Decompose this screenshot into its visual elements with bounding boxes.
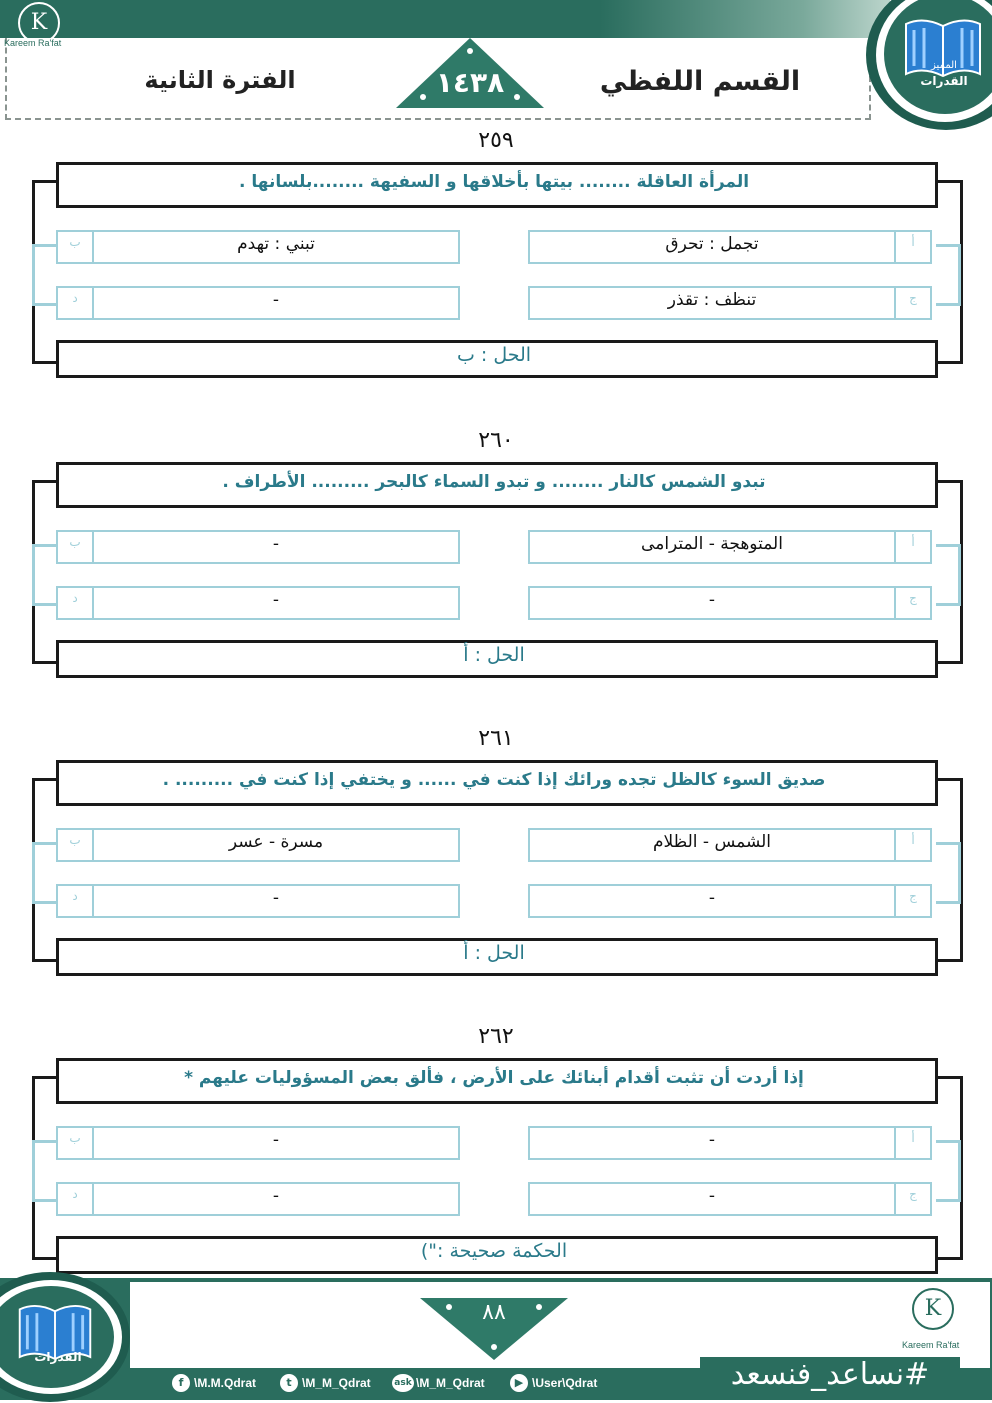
year-dot-left bbox=[420, 94, 426, 100]
solution-text: الحكمة صحيحة :") bbox=[420, 1240, 568, 1262]
option-c-text[interactable]: تنظف : تقذر bbox=[667, 290, 757, 310]
option-a-label: أ bbox=[894, 828, 932, 862]
youtube-handle[interactable]: \User\Qdrat bbox=[532, 1376, 598, 1390]
option-b-text[interactable]: تبني : تهدم bbox=[237, 234, 315, 254]
year-dot-right bbox=[514, 94, 520, 100]
facebook-icon[interactable]: f bbox=[172, 1374, 190, 1392]
option-d-label: د bbox=[56, 286, 94, 320]
options-left-bracket bbox=[32, 842, 57, 904]
option-d-label: د bbox=[56, 586, 94, 620]
ask-icon[interactable]: ask bbox=[392, 1374, 414, 1392]
option-b-label: ب bbox=[56, 230, 94, 264]
option-b-text[interactable]: - bbox=[272, 534, 280, 554]
options-left-bracket bbox=[32, 244, 57, 306]
option-d-text[interactable]: - bbox=[272, 290, 280, 310]
option-a-label: أ bbox=[894, 1126, 932, 1160]
option-c-label: ج bbox=[894, 586, 932, 620]
section-title: القسم اللفظي bbox=[599, 66, 801, 97]
option-c-label: ج bbox=[894, 286, 932, 320]
options-right-bracket bbox=[936, 1140, 961, 1202]
option-d-text[interactable]: - bbox=[272, 1186, 280, 1206]
footer-logo-text: القدرات bbox=[34, 1350, 82, 1364]
year-badge-text: ١٤٣٨ bbox=[435, 66, 505, 99]
footer-brand-logo-icon: K bbox=[912, 1288, 954, 1330]
question-number: ٢٦١ bbox=[478, 726, 514, 751]
question-text: إذا أردت أن تثبت أقدام أبنائك على الأرض ، فألق بعض المسؤوليات عليهم * bbox=[184, 1068, 804, 1088]
question-number: ٢٥٩ bbox=[478, 128, 514, 153]
question-number: ٢٦٠ bbox=[478, 428, 514, 453]
period-title: الفترة الثانية bbox=[144, 66, 296, 94]
twitter-handle[interactable]: \M_M_Qdrat bbox=[302, 1376, 371, 1390]
page-dot-right bbox=[536, 1304, 542, 1310]
option-b-text[interactable]: مسرة - عسر bbox=[228, 832, 324, 852]
solution-text: الحل : أ bbox=[463, 942, 525, 964]
hashtag: #نساعد_فنسعد bbox=[700, 1357, 960, 1392]
option-d-label: د bbox=[56, 884, 94, 918]
page-dot-bottom bbox=[491, 1344, 497, 1350]
options-left-bracket bbox=[32, 1140, 57, 1202]
option-a-text[interactable]: - bbox=[708, 1130, 716, 1150]
year-dot-top bbox=[467, 48, 473, 54]
footer-brand-name: Kareem Ra'fat bbox=[902, 1340, 960, 1350]
brand-logo-icon: K bbox=[18, 2, 60, 44]
option-a-label: أ bbox=[894, 230, 932, 264]
option-c-text[interactable]: - bbox=[708, 1186, 716, 1206]
brand-name: Kareem Ra'fat bbox=[4, 38, 62, 48]
solution-text: الحل : ب bbox=[456, 344, 532, 366]
option-d-label: د bbox=[56, 1182, 94, 1216]
ask-handle[interactable]: \M_M_Qdrat bbox=[416, 1376, 485, 1390]
logo-text-bottom: القدرات bbox=[920, 74, 968, 88]
option-b-label: ب bbox=[56, 1126, 94, 1160]
question-text: صديق السوء كالظل تجده ورائك إذا كنت في ...... و يختفي إذا كنت في ......... . bbox=[162, 770, 826, 790]
option-a-text[interactable]: تجمل : تحرق bbox=[665, 234, 759, 254]
option-a-label: أ bbox=[894, 530, 932, 564]
option-a-text[interactable]: المتوهجة - المترامى bbox=[641, 534, 783, 554]
question-text: تبدو الشمس كالنار ........ و تبدو السماء كالبحر ......... الأطراف . bbox=[222, 472, 766, 492]
option-b-text[interactable]: - bbox=[272, 1130, 280, 1150]
twitter-icon[interactable]: t bbox=[280, 1374, 298, 1392]
youtube-icon[interactable]: ▶ bbox=[510, 1374, 528, 1392]
facebook-handle[interactable]: \M.M.Qdrat bbox=[194, 1376, 256, 1390]
options-left-bracket bbox=[32, 544, 57, 606]
option-a-text[interactable]: الشمس - الظلام bbox=[652, 832, 772, 852]
footer-book-logo-icon bbox=[10, 1296, 100, 1378]
options-right-bracket bbox=[936, 244, 961, 306]
option-d-text[interactable]: - bbox=[272, 590, 280, 610]
option-b-label: ب bbox=[56, 530, 94, 564]
logo-text-top: المميز bbox=[931, 60, 957, 71]
option-d-text[interactable]: - bbox=[272, 888, 280, 908]
options-right-bracket bbox=[936, 842, 961, 904]
question-number: ٢٦٢ bbox=[478, 1024, 514, 1049]
solution-text: الحل : أ bbox=[463, 644, 525, 666]
option-c-label: ج bbox=[894, 1182, 932, 1216]
options-right-bracket bbox=[936, 544, 961, 606]
option-c-text[interactable]: - bbox=[708, 590, 716, 610]
page-dot-left bbox=[446, 1304, 452, 1310]
option-b-label: ب bbox=[56, 828, 94, 862]
option-c-text[interactable]: - bbox=[708, 888, 716, 908]
option-c-label: ج bbox=[894, 884, 932, 918]
header-band-fade bbox=[600, 0, 890, 38]
page-number: ٨٨ bbox=[482, 1300, 506, 1325]
question-text: المرأة العاقلة ........ بيتها بأخلاقها و السفيهة ........بلسانها . bbox=[238, 172, 750, 192]
